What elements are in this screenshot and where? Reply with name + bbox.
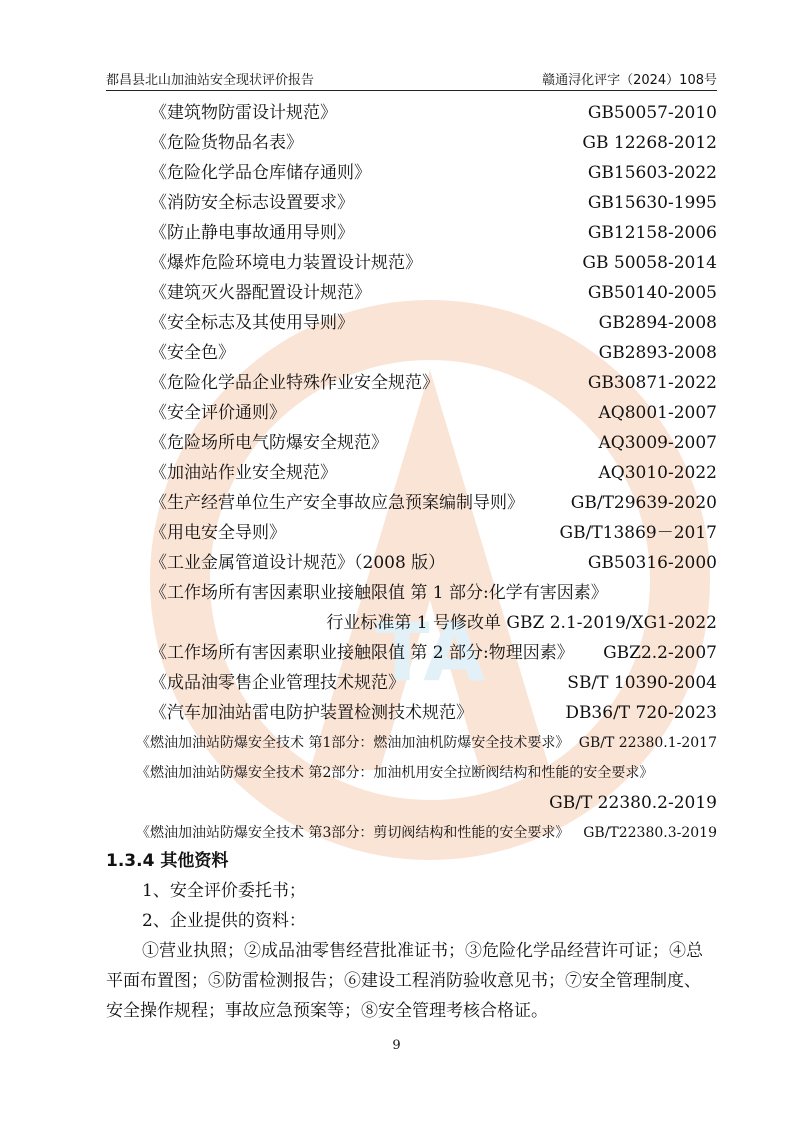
reference-title: 《危险化学品仓库储存通则》 xyxy=(150,163,371,183)
reference-title: 《危险化学品企业特殊作业安全规范》 xyxy=(150,373,439,393)
reference-row xyxy=(106,578,717,608)
reference-row xyxy=(106,788,717,818)
reference-row xyxy=(106,218,717,248)
reference-title: 《燃油加油站防爆安全技术 第3部分：剪切阀结构和性能的安全要求》 xyxy=(136,825,570,841)
reference-row xyxy=(106,428,717,458)
reference-code: GB2893-2008 xyxy=(598,343,717,363)
reference-code: GB/T22380.3-2019 xyxy=(583,825,717,841)
reference-row xyxy=(106,548,717,578)
reference-code: GB50057-2010 xyxy=(587,103,717,123)
reference-row xyxy=(106,668,717,698)
reference-title: 《加油站作业安全规范》 xyxy=(150,463,337,483)
reference-code: GB/T29639-2020 xyxy=(570,493,717,513)
reference-title: 《危险场所电气防爆安全规范》 xyxy=(150,433,388,453)
reference-code: AQ3010-2022 xyxy=(598,463,717,483)
reference-row xyxy=(106,698,717,728)
reference-title: 《燃油加油站防爆安全技术 第1部分：燃油加油机防爆安全技术要求》 xyxy=(136,735,570,751)
reference-code: GB15603-2022 xyxy=(587,163,717,183)
watermark-accent-mark: TA xyxy=(374,606,486,699)
reference-title: 《消防安全标志设置要求》 xyxy=(150,193,354,213)
reference-row xyxy=(106,98,717,128)
reference-code: DB36/T 720-2023 xyxy=(565,703,717,723)
header-report-number: 赣通浔化评字（2024）108号 xyxy=(542,73,717,88)
reference-title: 《安全标志及其使用导则》 xyxy=(150,313,354,333)
section-item-2-detail: ①营业执照；②成品油零售经营批准证书；③危险化学品经营许可证；④总平面布置图；⑤防雷检测报告；⑥建设工程消防验收意见书；⑦安全管理制度、安全操作规程；事故应急预案等；⑧安全管理考核合格证。 xyxy=(106,941,703,1021)
reference-row xyxy=(106,368,717,398)
reference-title: 《生产经营单位生产安全事故应急预案编制导则》 xyxy=(150,493,524,513)
reference-row xyxy=(106,728,717,758)
reference-row xyxy=(106,188,717,218)
reference-title: 《建筑物防雷设计规范》 xyxy=(150,103,337,123)
reference-title: 《工业金属管道设计规范》（2008 版） xyxy=(150,553,446,573)
reference-code: GB50140-2005 xyxy=(587,283,717,303)
reference-row xyxy=(106,818,717,848)
reference-row xyxy=(106,518,717,548)
reference-title: 《工作场所有害因素职业接触限值 第 1 部分:化学有害因素》 xyxy=(150,583,608,603)
reference-row xyxy=(106,158,717,188)
reference-row xyxy=(106,758,717,788)
reference-code: GB15630-1995 xyxy=(587,193,717,213)
reference-row xyxy=(106,308,717,338)
reference-title: 《燃油加油站防爆安全技术 第2部分：加油机用安全拉断阀结构和性能的安全要求》 xyxy=(136,765,654,781)
page-number: 9 xyxy=(392,1038,401,1053)
header-report-title: 都昌县北山加油站安全现状评价报告 xyxy=(106,73,315,88)
reference-row xyxy=(106,338,717,368)
reference-title: 《防止静电事故通用导则》 xyxy=(150,223,354,243)
reference-row xyxy=(106,458,717,488)
reference-title: 《危险货物品名表》 xyxy=(150,133,303,153)
reference-code: GB/T13869－2017 xyxy=(559,523,717,543)
reference-title: 《爆炸危险环境电力装置设计规范》 xyxy=(150,253,422,273)
page-header xyxy=(106,66,717,91)
reference-title: 《成品油零售企业管理技术规范》 xyxy=(150,673,405,693)
reference-code: GB/T 22380.2-2019 xyxy=(549,793,717,813)
reference-title: 《汽车加油站雷电防护装置检测技术规范》 xyxy=(150,703,473,723)
reference-code: GB 12268-2012 xyxy=(582,133,717,153)
reference-code: GBZ2.2-2007 xyxy=(603,643,717,663)
reference-row xyxy=(106,398,717,428)
reference-row xyxy=(106,248,717,278)
reference-title: 《安全色》 xyxy=(150,343,235,363)
section-item-1: 1、安全评价委托书； xyxy=(142,881,306,901)
reference-row xyxy=(106,638,717,668)
reference-code: SB/T 10390-2004 xyxy=(567,673,717,693)
reference-code: GB50316-2000 xyxy=(587,553,717,573)
section-heading: 1.3.4 其他资料 xyxy=(106,851,229,871)
reference-code: GB2894-2008 xyxy=(598,313,717,333)
reference-row xyxy=(106,128,717,158)
reference-title: 《用电安全导则》 xyxy=(150,523,286,543)
reference-row xyxy=(106,278,717,308)
reference-row xyxy=(106,488,717,518)
reference-code: AQ3009-2007 xyxy=(598,433,717,453)
reference-title: 《建筑灭火器配置设计规范》 xyxy=(150,283,371,303)
reference-row xyxy=(106,608,717,638)
reference-code: GB12158-2006 xyxy=(587,223,717,243)
reference-code: GB/T 22380.1-2017 xyxy=(578,735,717,751)
reference-code: AQ8001-2007 xyxy=(598,403,717,423)
reference-title: 《工作场所有害因素职业接触限值 第 2 部分:物理因素》 xyxy=(150,643,574,663)
reference-title: 《安全评价通则》 xyxy=(150,403,286,423)
reference-code: GB 50058-2014 xyxy=(582,253,717,273)
reference-standards-list xyxy=(106,98,717,848)
reference-code: GB30871-2022 xyxy=(587,373,717,393)
reference-code: 行业标准第 1 号修改单 GBZ 2.1-2019/XG1-2022 xyxy=(326,613,717,633)
section-item-2: 2、企业提供的资料： xyxy=(142,911,306,931)
